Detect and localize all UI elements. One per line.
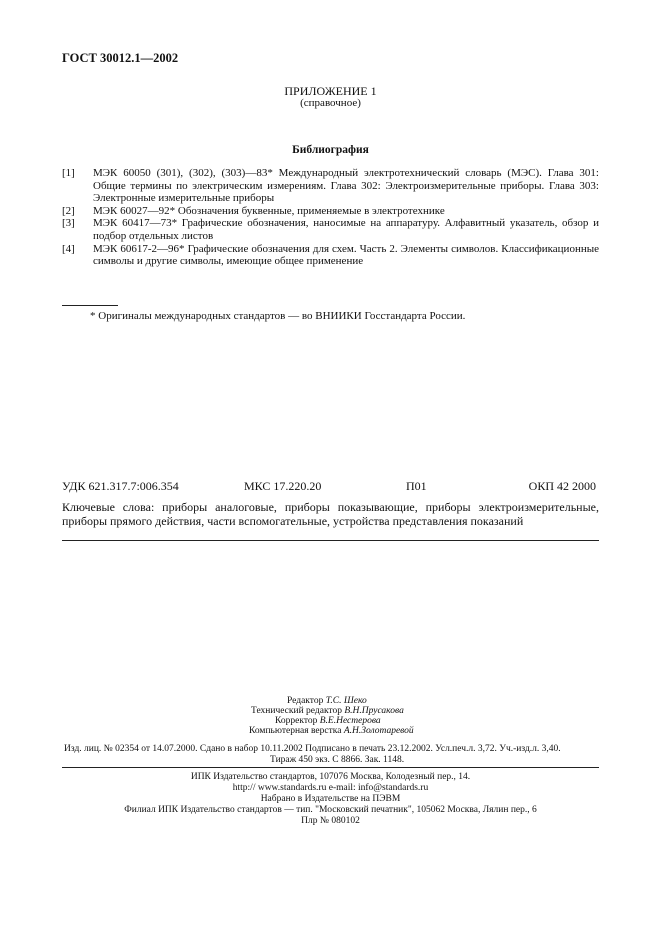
mks-code: МКС 17.220.20 [244,479,322,493]
footnote: * Оригиналы международных стандартов — во ВНИИКИ Госстандарта России. [90,310,466,322]
credit-editor [287,696,367,706]
imprint-branch: Филиал ИПК Издательство стандартов — тип. "Московский печатник", 105062 Москва, Лялин пер., 6 [124,805,537,815]
credit-name: А.Н.Золотаревой [343,726,414,736]
reference-text: МЭК 60050 (301), (302), (303)—83* Международный электротехнический словарь (МЭС). Глава 301: Общие термины по электрическим измерениям. Глава 302: Электроизмерительные приборы. Глава 303: Электронные измерительные приборы [93,167,599,205]
bibliography-item [62,167,599,205]
credit-label: Технический редактор [251,706,342,716]
imprint-typeset: Набрано в Издательстве на ПЭВМ [260,794,401,804]
reference-text: МЭК 60617-2—96* Графические обозначения для схем. Часть 2. Элементы символов. Классификационные символы и другие символы, имеющие общее применение [93,242,599,268]
credit-label: Компьютерная верстка [249,726,342,736]
reference-number: [4] [62,242,75,255]
keywords: Ключевые слова: приборы аналоговые, приборы показывающие, приборы электроизмерительные, приборы прямого действия, части вспомогательные, устройства представления показаний [62,500,599,528]
udc-code: УДК 621.317.7:006.354 [62,479,179,493]
credit-proofreader [275,716,381,726]
credit-name: В.Е.Нестерова [319,716,381,726]
bibliography-list [62,167,599,268]
credit-tech-editor [251,706,404,716]
bibliography-item [62,243,599,268]
reference-number: [1] [62,167,75,179]
bibliography-item [62,205,599,218]
group-code: П01 [406,479,427,493]
publication-details: Изд. лиц. № 02354 от 14.07.2000. Сдано в набор 10.11.2002 Подписано в печать 23.12.2002. Усл.печ.л. 3,72. Уч.-изд.л. 3,40. [64,744,561,754]
footnote-divider [62,305,118,306]
reference-number: [2] [62,204,75,217]
okp-code: ОКП 42 2000 [528,479,596,493]
print-run: Тираж 450 экз. С 8866. Зак. 1148. [270,755,405,765]
credit-label: Редактор [287,696,324,706]
standard-code: ГОСТ 30012.1—2002 [62,51,179,65]
appendix-title: ПРИЛОЖЕНИЕ 1 [284,84,377,98]
bibliography-heading: Библиография [292,144,369,156]
imprint-address: ИПК Издательство стандартов, 107076 Москва, Колодезный пер., 14. [190,772,471,782]
reference-text: МЭК 60417—73* Графические обозначения, наносимые на аппаратуру. Алфавитный указатель, обзор и подбор отдельных листов [93,217,599,242]
imprint-license: Плр № 080102 [301,816,360,826]
imprint-contacts: http:// www.standards.ru e-mail: info@standards.ru [232,783,429,793]
bibliography-item [62,217,599,242]
keywords-divider [62,540,599,541]
credit-layout [249,726,414,736]
credit-name: Т.С. Шеко [325,696,367,706]
credit-name: В.Н.Прусакова [344,706,404,716]
classification-row [62,479,596,493]
reference-text: МЭК 60027—92* Обозначения буквенные, применяемые в электротехнике [93,204,445,217]
appendix-subtitle: (справочное) [300,97,361,109]
credit-label: Корректор [275,716,318,726]
imprint-divider [62,767,599,768]
reference-number: [3] [62,217,75,230]
